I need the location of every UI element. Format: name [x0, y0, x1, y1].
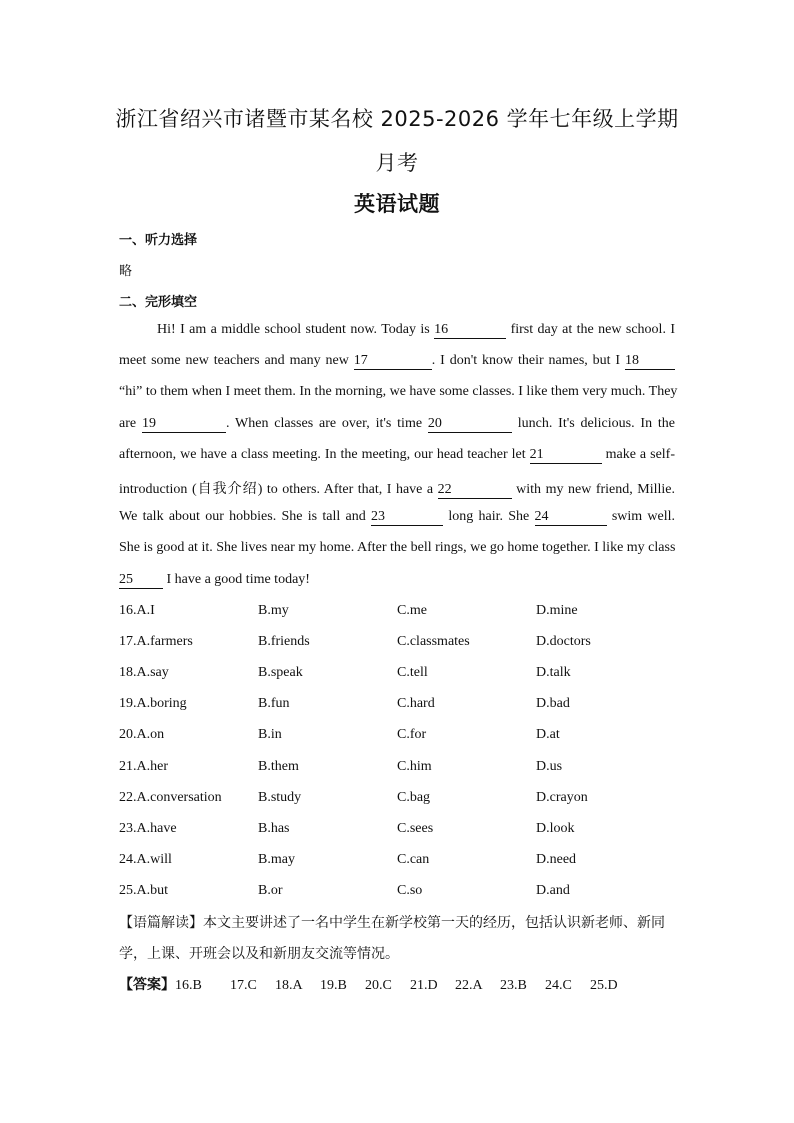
- passage-analysis: 【语篇解读】本文主要讲述了一名中学生在新学校第一天的经历，包括认识新老师、新同学，上课、开班会以及和新朋友交流等情况。: [119, 915, 665, 962]
- answer-item: 16.B: [175, 978, 202, 993]
- passage-line: Hi! I am a middle school student now. Today is 16 first day at the new school. I: [157, 322, 676, 337]
- passage-line: introduction (自我介绍) to others. After that, I have a 22 with my new friend, Millie.: [119, 482, 675, 497]
- option-20-c: C.for: [397, 727, 427, 743]
- blank-18: 18: [625, 353, 675, 370]
- blank-21: 21: [530, 447, 602, 464]
- option-18-c: C.tell: [397, 665, 428, 681]
- option-23-a: 23.A.have: [119, 820, 177, 836]
- option-20-d: D.at: [536, 727, 560, 743]
- answer-item: 17.C: [230, 978, 257, 993]
- blank-20: 20: [428, 416, 512, 433]
- option-25-a: 25.A.but: [119, 882, 168, 898]
- option-22-c: C.bag: [397, 789, 431, 805]
- option-24-b: B.may: [258, 851, 295, 867]
- option-22-a: 22.A.conversation: [119, 789, 222, 805]
- option-18-b: B.speak: [258, 665, 303, 681]
- blank-24: 24: [535, 509, 607, 526]
- answer-item: 20.C: [365, 978, 392, 993]
- option-19-d: D.bad: [536, 696, 570, 712]
- blank-19: 19: [142, 416, 226, 433]
- answer-item: 22.A: [455, 978, 483, 993]
- passage-line: are 19 . When classes are over, it's time 20 lunch. It's delicious. In the: [119, 416, 676, 431]
- option-22-b: B.study: [258, 789, 302, 805]
- option-23-b: B.has: [258, 820, 290, 836]
- option-19-c: C.hard: [397, 696, 435, 712]
- option-23-c: C.sees: [397, 820, 434, 836]
- option-21-a: 21.A.her: [119, 758, 168, 774]
- section-heading-listening: 一、听力选择: [119, 233, 198, 248]
- answer-item: 23.B: [500, 978, 527, 993]
- option-17-c: C.classmates: [397, 634, 470, 650]
- passage-line: 25 I have a good time today!: [119, 572, 310, 587]
- option-16-b: B.my: [258, 603, 289, 618]
- passage-line: She is good at it. She lives near my home. After the bell rings, we go home together. I like my class: [119, 540, 676, 555]
- section-heading-cloze: 二、完形填空: [119, 295, 198, 310]
- option-16-c: C.me: [397, 603, 427, 618]
- option-21-d: D.us: [536, 758, 563, 774]
- option-20-a: 20.A.on: [119, 727, 165, 743]
- answer-list: [175, 978, 635, 993]
- option-25-c: C.so: [397, 882, 423, 898]
- answer-item: 18.A: [275, 978, 303, 993]
- option-23-d: D.look: [536, 820, 575, 836]
- answer-item: 21.D: [410, 978, 438, 993]
- option-25-b: B.or: [258, 882, 283, 898]
- answer-item: 25.D: [590, 978, 618, 993]
- option-17-d: D.doctors: [536, 634, 591, 650]
- passage-line: afternoon, we have a class meeting. In the meeting, our head teacher let 21 make a self-: [119, 447, 676, 462]
- blank-23: 23: [371, 509, 443, 526]
- option-21-c: C.him: [397, 758, 432, 774]
- document-subtitle: 英语试题: [354, 192, 440, 216]
- option-24-a: 24.A.will: [119, 851, 172, 867]
- passage-line: We talk about our hobbies. She is tall and 23 long hair. She 24 swim well.: [119, 509, 676, 524]
- option-24-d: D.need: [536, 851, 577, 867]
- option-19-a: 19.A.boring: [119, 696, 187, 712]
- blank-25: 25: [119, 572, 163, 589]
- passage-line: meet some new teachers and many new 17 . I don't know their names, but I 18: [119, 353, 675, 370]
- answer-item: 24.C: [545, 978, 572, 993]
- option-17-a: 17.A.farmers: [119, 634, 193, 650]
- blank-16: 16: [434, 322, 506, 339]
- passage-line: “hi” to them when I meet them. In the morning, we have some classes. I like them very much. They: [119, 384, 678, 399]
- option-16-a: 16.A.I: [119, 603, 155, 618]
- section-listening-content: 略: [119, 264, 133, 279]
- blank-22: 22: [438, 482, 512, 499]
- option-21-b: B.them: [258, 758, 299, 774]
- option-24-c: C.can: [397, 851, 430, 867]
- option-22-d: D.crayon: [536, 789, 588, 805]
- blank-17: 17: [354, 353, 432, 370]
- document-title: 浙江省绍兴市诸暨市某名校 2025-2026 学年七年级上学期: [115, 107, 679, 131]
- option-25-d: D.and: [536, 882, 570, 898]
- option-20-b: B.in: [258, 727, 282, 743]
- option-17-b: B.friends: [258, 634, 310, 650]
- option-19-b: B.fun: [258, 696, 290, 712]
- answer-item: 19.B: [320, 978, 347, 993]
- document-title-line2: 月考: [375, 151, 419, 175]
- option-18-d: D.talk: [536, 665, 571, 681]
- option-16-d: D.mine: [536, 603, 578, 618]
- answer-key: [119, 970, 675, 1001]
- option-18-a: 18.A.say: [119, 665, 169, 681]
- answer-label: 【答案】: [119, 977, 175, 993]
